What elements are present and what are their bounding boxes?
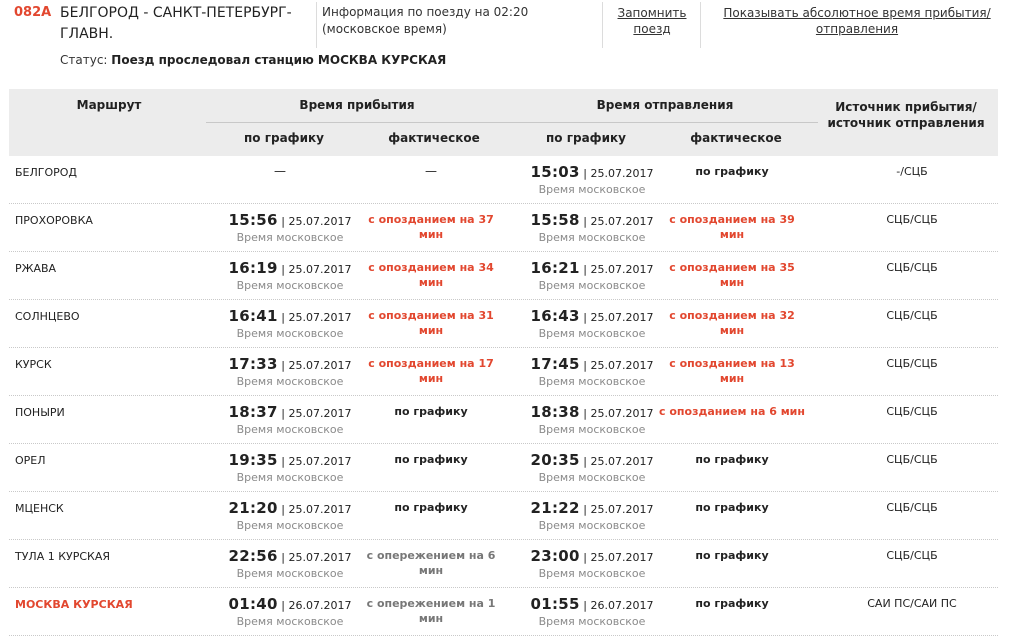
train-info-time: Информация по поезду на 02:20 (московское время) (322, 5, 529, 36)
departure-scheduled: 16:43 | 25.07.2017 Время московское (517, 307, 667, 341)
station-name: ПОНЫРИ (15, 406, 65, 419)
arrival-time: 16:41 (228, 307, 278, 325)
arrival-scheduled: 18:37 | 25.07.2017 Время московское (215, 403, 365, 437)
data-source: СЦБ/СЦБ (886, 549, 938, 562)
departure-timezone: Время московское (538, 279, 646, 292)
departure-time: 16:43 (530, 307, 580, 325)
arrival-date: 25.07.2017 (288, 263, 352, 276)
station-name: ТУЛА 1 КУРСКАЯ (15, 550, 111, 563)
departure-timezone: Время московское (538, 567, 646, 580)
station-name: РЖАВА (15, 262, 57, 275)
table-body (9, 156, 998, 636)
departure-date: 26.07.2017 (590, 599, 654, 612)
table-row (9, 348, 998, 396)
arrival-scheduled: 16:41 | 25.07.2017 Время московское (215, 307, 365, 341)
departure-timezone: Время московское (538, 615, 646, 628)
arrival-time: 15:56 (228, 211, 278, 229)
arrival-time: 17:33 (228, 355, 278, 373)
col-route-header: Маршрут (76, 98, 142, 112)
departure-actual: с опозданием на 35 мин (669, 261, 795, 289)
departure-actual: с опозданием на 6 мин (659, 405, 805, 418)
table-row (9, 156, 998, 204)
data-source: САИ ПС/САИ ПС (867, 597, 957, 610)
data-source: СЦБ/СЦБ (886, 261, 938, 274)
arrival-date: 25.07.2017 (288, 551, 352, 564)
arrival-actual: по графику (394, 405, 468, 418)
arrival-actual: с опережением на 1 мин (366, 597, 496, 625)
departure-scheduled: 17:45 | 25.07.2017 Время московское (517, 355, 667, 389)
arrival-date: 26.07.2017 (288, 599, 352, 612)
arrival-scheduled: 19:35 | 25.07.2017 Время московское (215, 451, 365, 485)
arrival-scheduled: 16:19 | 25.07.2017 Время московское (215, 259, 365, 293)
data-source: СЦБ/СЦБ (886, 213, 938, 226)
departure-time: 15:58 (530, 211, 580, 229)
remember-train-link[interactable] (612, 5, 692, 37)
station-name: ПРОХОРОВКА (15, 214, 93, 227)
status-value: Поезд проследовал станцию МОСКВА КУРСКАЯ (111, 53, 447, 67)
arrival-timezone: Время московское (236, 423, 344, 436)
absolute-time-link[interactable] (712, 5, 1002, 37)
arrival-timezone: Время московское (236, 327, 344, 340)
arrival-date: 25.07.2017 (288, 407, 352, 420)
station-name: МЦЕНСК (15, 502, 64, 515)
data-source: СЦБ/СЦБ (886, 357, 938, 370)
col-arrival-header: Время прибытия (299, 98, 415, 112)
arrival-timezone: Время московское (236, 615, 344, 628)
header-separator (206, 122, 818, 123)
departure-date: 25.07.2017 (590, 455, 654, 468)
arrival-date: 25.07.2017 (288, 311, 352, 324)
arrival-actual: по графику (394, 501, 468, 514)
table-row (9, 252, 998, 300)
arrival-time: 16:19 (228, 259, 278, 277)
table-row (9, 444, 998, 492)
arrival-date: 25.07.2017 (288, 503, 352, 516)
station-name: БЕЛГОРОД (15, 166, 78, 179)
departure-date: 25.07.2017 (590, 551, 654, 564)
departure-time: 17:45 (530, 355, 580, 373)
departure-date: 25.07.2017 (590, 311, 654, 324)
arrival-date: 25.07.2017 (288, 359, 352, 372)
arrival-time: 18:37 (228, 403, 278, 421)
dep-scheduled-header: по графику (546, 131, 626, 145)
station-name: ОРЕЛ (15, 454, 46, 467)
departure-scheduled: 15:03 | 25.07.2017 Время московское (517, 163, 667, 197)
departure-scheduled: 01:55 | 26.07.2017 Время московское (517, 595, 667, 629)
departure-time: 18:38 (530, 403, 580, 421)
departure-actual: по графику (695, 597, 769, 610)
table-row (9, 492, 998, 540)
departure-actual: с опозданием на 39 мин (669, 213, 795, 241)
arrival-actual: с опозданием на 34 мин (368, 261, 494, 289)
departure-time: 23:00 (530, 547, 580, 565)
departure-timezone: Время московское (538, 231, 646, 244)
header-divider (316, 2, 317, 48)
arrival-timezone: Время московское (236, 231, 344, 244)
train-status (60, 53, 446, 67)
departure-timezone: Время московское (538, 183, 646, 196)
departure-scheduled: 16:21 | 25.07.2017 Время московское (517, 259, 667, 293)
remember-train-label[interactable]: Запомнить поезд (617, 6, 687, 36)
data-source: СЦБ/СЦБ (886, 501, 938, 514)
departure-scheduled: 18:38 | 25.07.2017 Время московское (517, 403, 667, 437)
table-row (9, 540, 998, 588)
arrival-date: 25.07.2017 (288, 215, 352, 228)
departure-time: 15:03 (530, 163, 580, 181)
arrival-timezone: Время московское (236, 375, 344, 388)
arrival-time: 19:35 (228, 451, 278, 469)
departure-scheduled: 20:35 | 25.07.2017 Время московское (517, 451, 667, 485)
header-divider (700, 2, 701, 48)
arrival-timezone: Время московское (236, 471, 344, 484)
arrival-actual: с опережением на 6 мин (366, 549, 496, 577)
arrival-actual: с опозданием на 31 мин (368, 309, 494, 337)
data-source: СЦБ/СЦБ (886, 309, 938, 322)
table-row (9, 300, 998, 348)
departure-actual: по графику (695, 165, 769, 178)
departure-timezone: Время московское (538, 327, 646, 340)
arrival-actual: с опозданием на 37 мин (368, 213, 494, 241)
arrival-time: 21:20 (228, 499, 278, 517)
arrival-actual: с опозданием на 17 мин (368, 357, 494, 385)
departure-timezone: Время московское (538, 519, 646, 532)
arr-actual-header: фактическое (388, 131, 480, 145)
arrival-scheduled: 01:40 | 26.07.2017 Время московское (215, 595, 365, 629)
arrival-actual: по графику (394, 453, 468, 466)
data-source: -/СЦБ (896, 165, 928, 178)
table-row (9, 204, 998, 252)
departure-date: 25.07.2017 (590, 359, 654, 372)
arrival-timezone: Время московское (236, 279, 344, 292)
arr-scheduled-header: по графику (244, 131, 324, 145)
table-row (9, 588, 998, 636)
data-source: СЦБ/СЦБ (886, 453, 938, 466)
arrival-time: 01:40 (228, 595, 278, 613)
col-departure-header: Время отправления (596, 98, 734, 112)
departure-time: 16:21 (530, 259, 580, 277)
arrival-actual-empty: — (425, 164, 437, 178)
departure-date: 25.07.2017 (590, 503, 654, 516)
departure-date: 25.07.2017 (590, 263, 654, 276)
arrival-scheduled-empty: — (274, 164, 286, 178)
arrival-date: 25.07.2017 (288, 455, 352, 468)
departure-date: 25.07.2017 (590, 167, 654, 180)
station-name: КУРСК (15, 358, 52, 371)
arrival-timezone: Время московское (236, 519, 344, 532)
arrival-scheduled: 21:20 | 25.07.2017 Время московское (215, 499, 365, 533)
departure-actual: с опозданием на 13 мин (669, 357, 795, 385)
departure-time: 01:55 (530, 595, 580, 613)
station-name: СОЛНЦЕВО (15, 310, 80, 323)
schedule-table (9, 89, 998, 636)
departure-date: 25.07.2017 (590, 215, 654, 228)
departure-timezone: Время московское (538, 423, 646, 436)
departure-actual: по графику (695, 549, 769, 562)
departure-actual: по графику (695, 501, 769, 514)
header-divider (602, 2, 603, 48)
table-row (9, 396, 998, 444)
departure-timezone: Время московское (538, 375, 646, 388)
table-header (9, 89, 998, 156)
departure-actual: с опозданием на 32 мин (669, 309, 795, 337)
departure-scheduled: 21:22 | 25.07.2017 Время московское (517, 499, 667, 533)
train-number: 082А (14, 5, 52, 20)
arrival-scheduled: 22:56 | 25.07.2017 Время московское (215, 547, 365, 581)
absolute-time-label[interactable]: Показывать абсолютное время прибытия/ отправления (723, 6, 991, 36)
departure-time: 21:22 (530, 499, 580, 517)
col-source-header: Источник прибытия/ источник отправления (827, 100, 985, 130)
route-title: БЕЛГОРОД - САНКТ-ПЕТЕРБУРГ-ГЛАВН. (60, 5, 292, 42)
departure-date: 25.07.2017 (590, 407, 654, 420)
departure-scheduled: 15:58 | 25.07.2017 Время московское (517, 211, 667, 245)
departure-time: 20:35 (530, 451, 580, 469)
arrival-scheduled: 17:33 | 25.07.2017 Время московское (215, 355, 365, 389)
arrival-scheduled: 15:56 | 25.07.2017 Время московское (215, 211, 365, 245)
departure-timezone: Время московское (538, 471, 646, 484)
arrival-timezone: Время московское (236, 567, 344, 580)
arrival-time: 22:56 (228, 547, 278, 565)
departure-scheduled: 23:00 | 25.07.2017 Время московское (517, 547, 667, 581)
station-name: МОСКВА КУРСКАЯ (15, 598, 133, 611)
status-label: Статус: (60, 53, 108, 67)
departure-actual: по графику (695, 453, 769, 466)
dep-actual-header: фактическое (690, 131, 782, 145)
data-source: СЦБ/СЦБ (886, 405, 938, 418)
